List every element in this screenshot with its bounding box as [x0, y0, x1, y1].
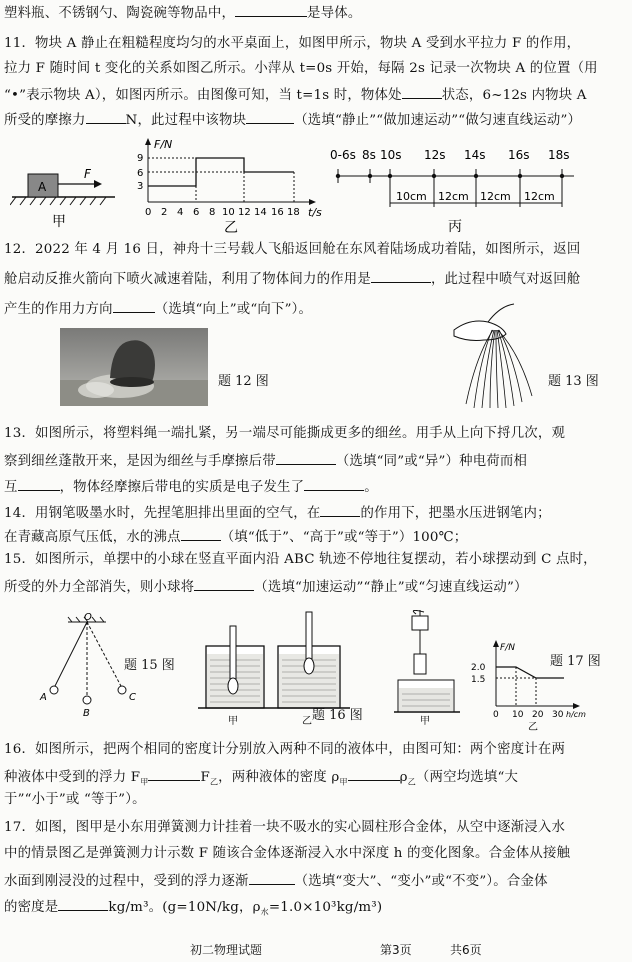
q11-line1: 11．物块 A 静止在粗糙程度均匀的水平桌面上，如图甲所示，物块 A 受到水平拉力 F 的作用， [4, 36, 581, 51]
q17-xtick: 10 [512, 710, 524, 720]
q16-blank-2 [348, 766, 400, 781]
q17-xtick: 0 [493, 710, 499, 720]
beaker-yi [278, 612, 340, 708]
q12-blank-1 [371, 268, 431, 283]
q11-line2: 拉力 F 随时间 t 变化的关系如图乙所示。小萍从 t=0s 开始，每隔 2s 记录一次物块 A 的位置（用 [4, 61, 598, 76]
q11-figure-bing [330, 143, 630, 236]
bing-time: 0-6s [330, 148, 356, 162]
q12-line3: 产生的作用力方向 （选填“向上”或“向下”）。 [4, 298, 312, 320]
fig-jia-caption: 甲 [52, 214, 66, 230]
q11-blank-1 [402, 84, 442, 99]
q14-line1: 14．用钢笔吸墨水时，先捏笔胆排出里面的空气，在 的作用下，把墨水压进钢笔内； [4, 502, 551, 524]
ball-a [50, 686, 58, 694]
q12-capsule-photo [60, 328, 208, 406]
ball-c [118, 686, 126, 694]
q17-blank-1 [249, 870, 295, 885]
fig-yi-caption: 乙 [224, 220, 238, 236]
yi-ytick: 3 [137, 181, 144, 192]
q17-line4: 的密度是 kg/m³。(g=10N/kg，$\rho_水=1.0\times 10^3kg/m^3$) [4, 896, 382, 923]
q17-line1: 17．如图，图甲是小东用弹簧测力计挂着一块不吸水的实心圆柱形合金体，从空中逐渐浸入水 [4, 820, 566, 835]
footer-page: 第3页 [380, 943, 412, 957]
beaker-jia [206, 626, 264, 708]
q11-blank-3 [246, 109, 294, 124]
q17-line2: 中的情景图乙是弹簧测力计示数 F 随该合金体逐渐浸入水中深度 h 的变化图象。合金体从接触 [4, 846, 571, 861]
yi-xtick: 8 [209, 207, 216, 218]
q17-blank-2 [58, 896, 108, 911]
q11-figure-jia [10, 160, 120, 230]
q14-line2: 在青藏高原气压低，水的沸点 （填“低于”、“高于”或“等于”）100℃； [4, 526, 467, 548]
q12-blank-2 [113, 298, 155, 313]
yi-xtick: 10 [222, 207, 235, 218]
q15-line2: 所受的外力全部消失，则小球将 （选填“加速运动”“静止”或“匀速直线运动”） [4, 576, 528, 598]
yi-xtick: 0 [145, 207, 152, 218]
yi-xtick: 2 [161, 207, 168, 218]
bing-dist: 12cm [438, 190, 469, 203]
q13-line1: 13．如图所示，将塑料绳一端扎紧，另一端尽可能撕成更多的细丝。用手从上向下捋几次，观 [4, 426, 566, 441]
footer-total: 共6页 [450, 943, 482, 957]
q17-ylabel: F/N [500, 643, 515, 653]
block-label: A [38, 180, 47, 194]
q17-xtick: 20 [532, 710, 544, 720]
q10-blank [235, 2, 307, 17]
q17-xtick: 30 [552, 710, 564, 720]
q16-line1: 16．如图所示，把两个相同的密度计分别放入两种不同的液体中，由图可知：两个密度计在两 [4, 742, 566, 757]
q17-ytick: 2.0 [471, 663, 486, 673]
q11-line3: “•”表示物块 A），如图丙所示。由图像可知，当 t=1s 时，物体处 状态，6~12s 内物块 A [4, 84, 587, 106]
point-o: O [84, 612, 92, 623]
bing-dist: 12cm [480, 190, 511, 203]
q13-line2: 察到细丝蓬散开来，是因为细丝与手摩擦后带 （选填“同”或“异”）种电荷而相 [4, 450, 527, 472]
yi-xtick: 12 [238, 207, 251, 218]
q13-blank-2 [18, 476, 60, 491]
q15-line1: 15．如图所示，单摆中的小球在竖直平面内沿 ABC 轨迹不停地往复摆动，若小球摆动到 C 点时， [4, 552, 597, 567]
q17-figure-jia [394, 610, 466, 726]
q16-line3: 于”“小于”或 “等于”）。 [4, 792, 146, 807]
yi-xtick: 16 [271, 207, 284, 218]
point-a: A [40, 692, 47, 703]
bing-time: 14s [464, 148, 486, 162]
q10-tail [4, 2, 361, 24]
q13-caption: 题 13 图 [548, 374, 599, 389]
q10-text: 塑料瓶、不锈钢勺、陶瓷碗等物品中， [4, 6, 236, 21]
q12-line1: 12．2022 年 4 月 16 日，神舟十三号载人飞船返回舱在东风着陆场成功着陆，如图所示，返回 [4, 242, 581, 257]
fig-bing-caption: 丙 [448, 219, 462, 235]
q14-blank-1 [320, 502, 360, 517]
q17-yi-label: 乙 [528, 722, 538, 732]
bing-time: 16s [508, 148, 530, 162]
bing-time: 10s [380, 148, 402, 162]
q15-caption: 题 15 图 [124, 658, 175, 673]
q13-line3: 互 ，物体经摩擦后带电的实质是电子发生了 。 [4, 476, 378, 498]
bing-time: 18s [548, 148, 570, 162]
q13-blank-1 [276, 450, 336, 465]
yi-xtick: 4 [177, 207, 184, 218]
q11-line4: 所受的摩擦力 N，此过程中该物块 （选填“静止”“做加速运动”“做匀速直线运动”） [4, 109, 581, 131]
yi-xtick: 14 [254, 207, 267, 218]
yi-ytick: 9 [137, 153, 144, 164]
beaker-yi-label: 乙 [302, 716, 312, 727]
q12-line2: 舱启动反推火箭向下喷火减速着陆，利用了物体间力的作用是 ，此过程中喷气对返回舱 [4, 268, 580, 290]
bing-dist: 12cm [524, 190, 555, 203]
point-c: C [129, 692, 136, 703]
q14-blank-2 [181, 526, 221, 541]
q17-caption: 题 17 图 [550, 654, 601, 669]
footer-subject: 初二物理试题 [190, 943, 263, 957]
yi-xtick: 18 [287, 207, 300, 218]
q11-blank-2 [86, 109, 126, 124]
q11-figure-yi [136, 138, 336, 236]
beaker-jia-label: 甲 [228, 716, 238, 727]
q16-line2: 种液体中受到的浮力 $F_甲$ $F_乙$，两种液体的密度 $\rho_甲$ $\rho_乙$（两空均选填“大 [4, 766, 518, 793]
bing-dist: 10cm [396, 190, 427, 203]
force-label: F [84, 167, 91, 181]
q12-caption: 题 12 图 [218, 374, 269, 389]
q10-text-end: 是导体。 [307, 6, 362, 21]
q17-ytick: 1.5 [471, 675, 486, 685]
q17-xlabel: h/cm [566, 710, 586, 719]
yi-xtick: 6 [193, 207, 200, 218]
yi-ytick: 6 [137, 168, 144, 179]
q16-blank-1 [148, 766, 200, 781]
alloy-cylinder [414, 654, 426, 674]
q17-line3: 水面到刚浸没的过程中，受到的浮力逐渐 （选填“变大”、“变小”或“不变”）。合金体 [4, 870, 548, 892]
bing-time: 8s [362, 148, 376, 162]
q13-blank-3 [304, 476, 364, 491]
yi-ylabel: F/N [154, 138, 173, 151]
q13-plastic-rope [440, 300, 540, 412]
q16-caption: 题 16 图 [312, 708, 363, 723]
yi-xlabel: t/s [308, 206, 322, 219]
q17-jia-label: 甲 [420, 716, 430, 726]
bing-time: 12s [424, 148, 446, 162]
point-b: B [83, 708, 90, 719]
ball-b [83, 696, 91, 704]
spring-scale [412, 616, 428, 630]
q15-blank [194, 576, 254, 591]
